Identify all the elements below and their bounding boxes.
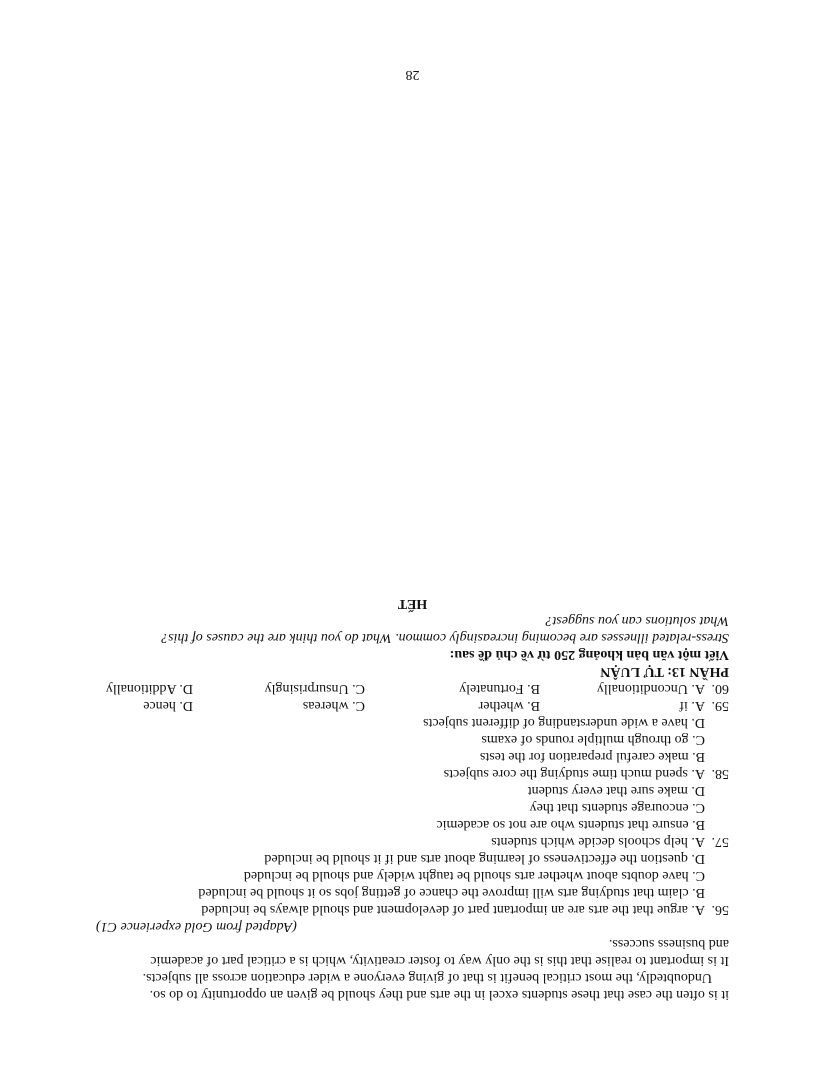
q56-option-c: C. have doubts about whether arts should be taught widely and should be included — [243, 868, 705, 883]
passage-line-3: It is important to realise that this is the only way to foster creativity, which is a critical part of academic — [150, 953, 729, 968]
q58-option-c: C. go through multiple rounds of exams — [481, 732, 705, 747]
q56-option-b: B. claim that studying arts will improve the chance of getting jobs so it should be included — [198, 885, 705, 900]
q60-option-c: C. Unsurprisingly — [264, 681, 365, 696]
q56-option-d: D. question the effectiveness of learning about arts and if it should be included — [264, 851, 705, 866]
passage-line-2: Undoubtedly, the most critical benefit is that of giving everyone a wider education across all subjects. — [142, 970, 712, 985]
q57-option-a: A. help schools decide which students — [491, 834, 705, 849]
passage-line-4: and business success. — [608, 936, 729, 951]
q58-option-b: B. make careful preparation for the tests — [479, 749, 705, 764]
question-number-59: 59. — [711, 698, 729, 713]
page-number: 28 — [405, 67, 420, 82]
q59-option-a: A. if — [679, 698, 705, 713]
q60-option-d: D. Additionally — [105, 681, 193, 696]
source-citation: (Adapted from Gold experience C1) — [96, 919, 297, 934]
essay-section-heading: PHẦN 13: TỰ LUẬN — [600, 664, 729, 679]
q57-option-c: C. encourage students that they — [529, 800, 705, 815]
essay-prompt-line-2: What solutions can you suggest? — [545, 613, 729, 628]
q57-option-b: B. ensure that students who are not so academic — [436, 817, 705, 832]
q59-option-b: B. whether — [478, 698, 540, 713]
end-marker: HẾT — [397, 596, 428, 611]
question-number-56: 56. — [711, 902, 729, 917]
q56-option-a: A. argue that the arts are an important part of development and should always be included — [201, 902, 705, 917]
q58-option-a: A. spend much time studying the core subjects — [443, 766, 705, 781]
q58-option-d: D. have a wide understanding of different subjects — [423, 715, 705, 730]
question-number-58: 58. — [711, 766, 729, 781]
q59-option-c: C. whereas — [302, 698, 365, 713]
essay-prompt-line-1: Stress-related illnesses are becoming increasingly common. What do you think are the causes of this? — [161, 630, 729, 645]
essay-instruction: Viết một văn bản khoảng 250 từ về chủ đề sau: — [449, 647, 729, 662]
question-number-57: 57. — [711, 834, 729, 849]
q59-option-d: D. hence — [143, 698, 193, 713]
passage-line-1: it is often the case that these students excel in the arts and they should be given an opportunity to do so. — [149, 987, 729, 1002]
question-number-60: 60. — [711, 681, 729, 696]
q57-option-d: D. make sure that every student — [527, 783, 705, 798]
q60-option-a: A. Unconditionally — [596, 681, 705, 696]
q60-option-b: B. Fortunately — [459, 681, 540, 696]
